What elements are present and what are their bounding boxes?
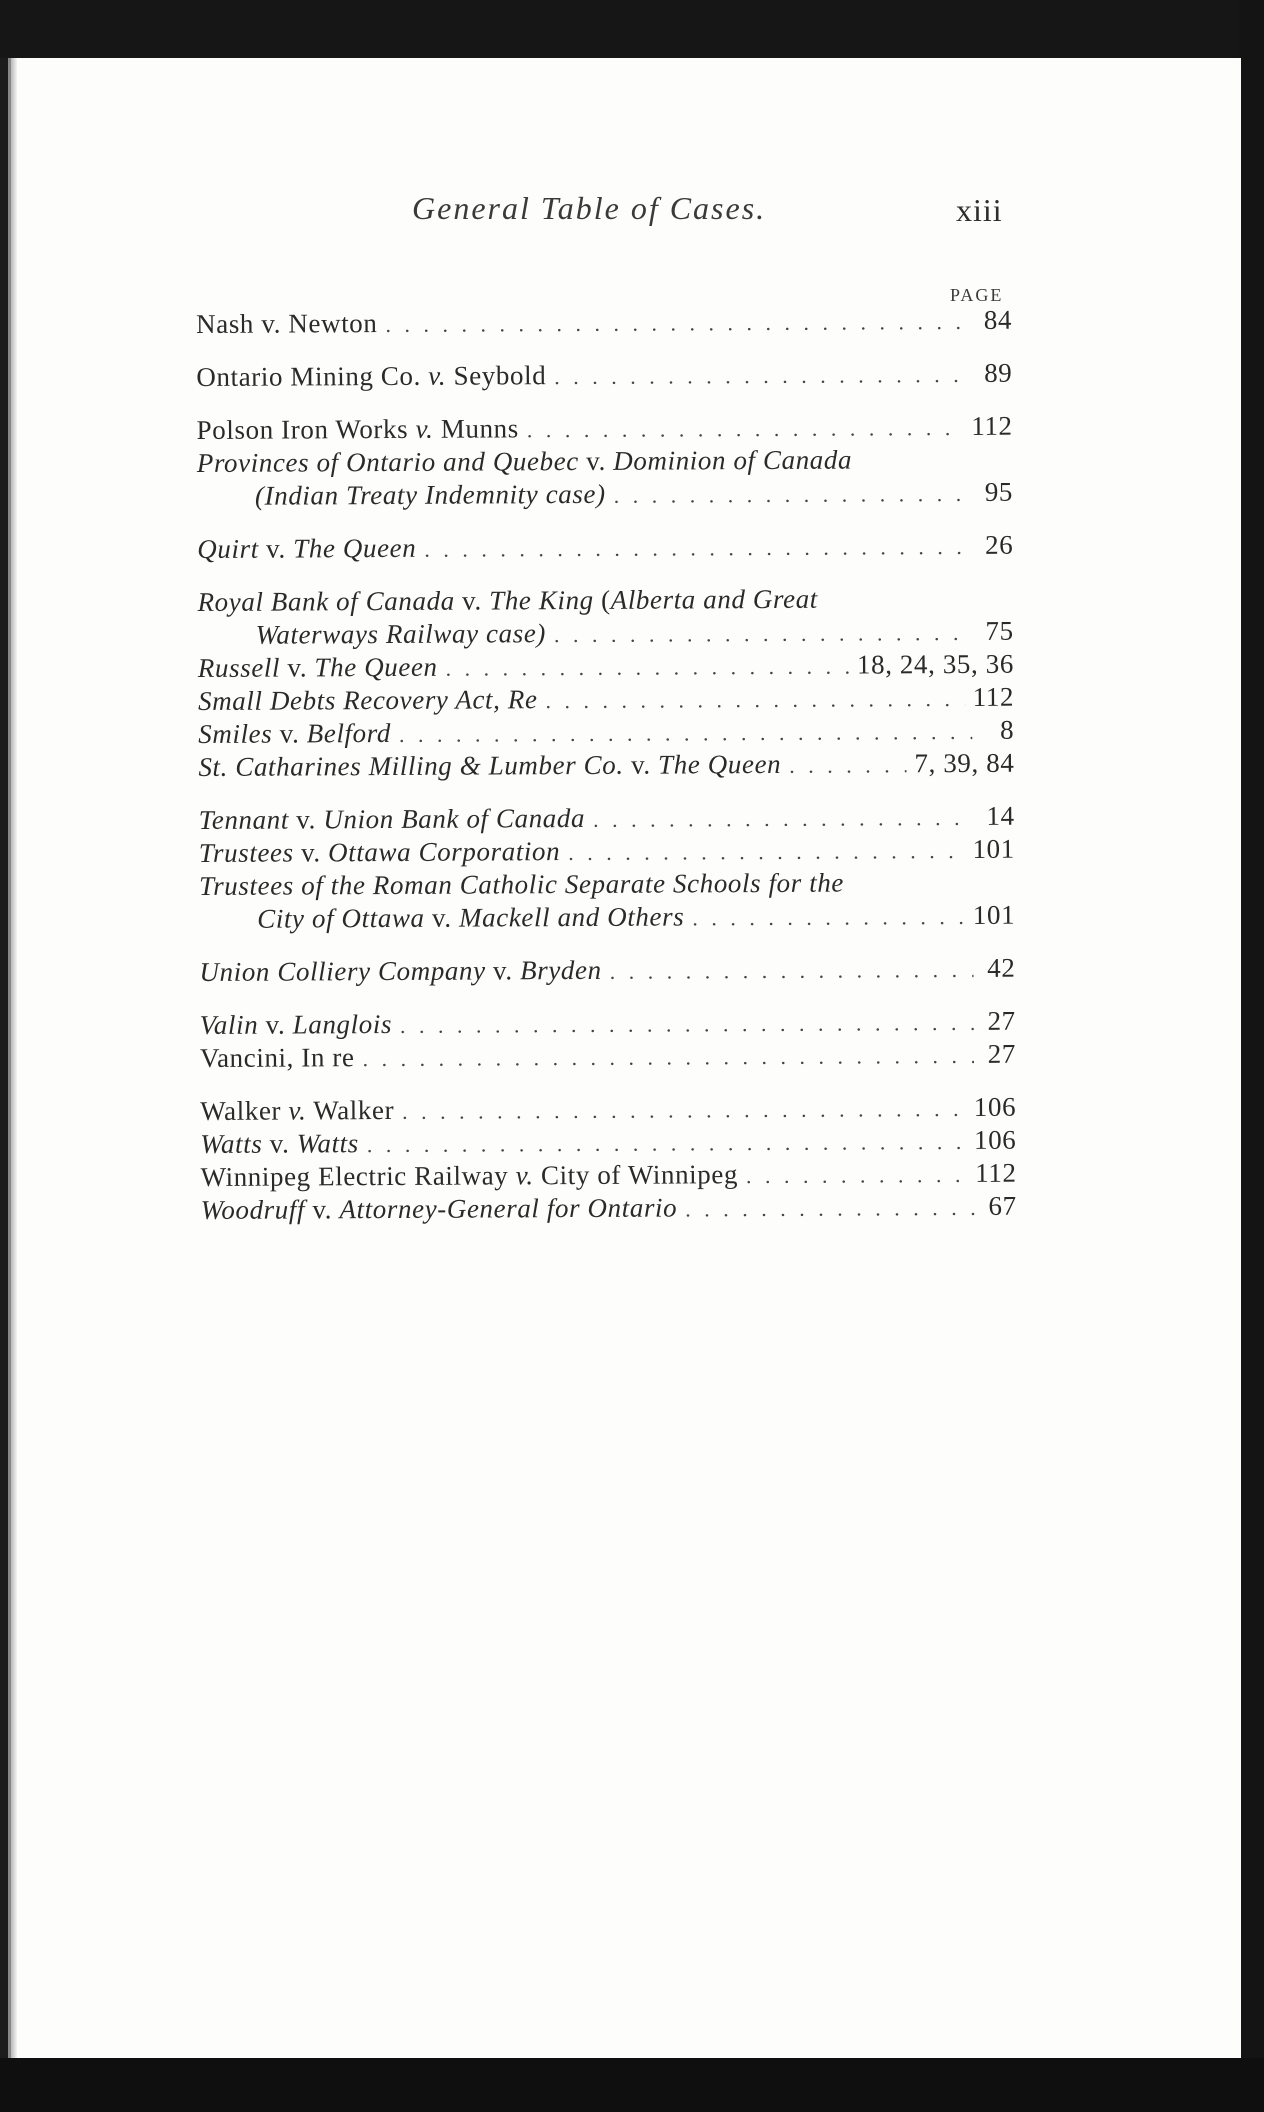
case-title <box>200 1041 355 1075</box>
case-title-roman-run: Winnipeg Electric Railway <box>200 1160 516 1192</box>
case-title-line <box>200 1157 1016 1194</box>
case-title-continuation <box>199 899 1015 936</box>
case-title-italic-run: Provinces of Ontario and Quebec <box>196 445 579 478</box>
case-title-line <box>199 866 1015 903</box>
case-title-line <box>200 1038 1016 1075</box>
case-title <box>198 651 438 685</box>
case-page-reference: 101 <box>972 899 1016 930</box>
dot-leader <box>362 1039 974 1075</box>
case-title-line <box>200 1005 1016 1042</box>
case-title-italic-run: The Queen <box>314 651 438 683</box>
case-title-italic-run: Ottawa Corporation <box>328 836 561 868</box>
case-title-italic-run: Valin <box>199 1009 259 1040</box>
case-title <box>199 867 844 903</box>
case-entry <box>199 952 1015 989</box>
case-title-line <box>200 1124 1016 1161</box>
page-column-label: PAGE <box>950 285 1004 305</box>
case-title <box>198 683 538 718</box>
case-title-roman-run: ( <box>593 584 611 615</box>
case-title-roman-run: v. <box>293 837 329 868</box>
case-title <box>255 478 606 513</box>
case-title <box>198 748 781 784</box>
case-title <box>199 802 586 837</box>
case-title <box>257 900 684 935</box>
case-group <box>197 582 1014 784</box>
case-title-italic-run: Trustees of the Roman Catholic Separate Schools for the <box>198 867 845 901</box>
case-entry <box>198 648 1014 685</box>
case-entry <box>197 443 1013 513</box>
case-title-continuation <box>198 615 1014 652</box>
case-title <box>200 1094 394 1128</box>
case-entry <box>200 1005 1016 1042</box>
case-entry <box>200 1038 1016 1075</box>
case-title-italic-run: The Queen <box>658 748 782 780</box>
case-title-italic-run: v. <box>415 413 434 444</box>
dot-leader <box>685 1191 975 1226</box>
case-title-roman-run: v. <box>623 749 659 780</box>
case-title-roman-run: v. <box>272 718 307 749</box>
case-group <box>199 800 1016 936</box>
case-title-italic-run: The Queen <box>293 532 417 564</box>
case-group <box>197 529 1013 566</box>
running-title: General Table of Cases. <box>412 190 767 226</box>
case-title <box>198 717 391 751</box>
case-title-roman-run: v. <box>262 1128 297 1159</box>
case-title-line <box>196 304 1012 341</box>
case-group <box>199 952 1015 989</box>
case-title-italic-run: Waterways Railway case) <box>255 618 547 650</box>
dot-leader <box>367 1125 966 1161</box>
scan-border-bottom <box>0 2058 1264 2112</box>
case-title-roman-run: v. <box>485 955 521 986</box>
case-entry <box>198 747 1014 784</box>
case-title-line <box>197 443 1013 480</box>
case-title-line <box>197 410 1013 447</box>
case-title-italic-run: Union Colliery Company <box>199 955 486 987</box>
case-title-italic-run: Quirt <box>197 533 259 564</box>
case-group <box>200 1091 1017 1227</box>
case-title-italic-run: Attorney-General for Ontario <box>339 1192 678 1225</box>
dot-leader <box>385 305 970 341</box>
case-title-italic-run: Bryden <box>519 954 602 986</box>
case-title-italic-run: Mackell and Others <box>458 901 685 933</box>
dot-leader <box>568 834 965 869</box>
page-gutter-shadow <box>11 58 17 2058</box>
case-title-line <box>198 648 1014 685</box>
case-title-italic-run: Alberta and Great <box>610 583 818 615</box>
case-title-italic-run: Tennant <box>198 804 289 835</box>
case-title-roman-run: Ontario Mining Co. <box>196 360 429 392</box>
case-title-italic-run: (Indian Treaty Indemnity case) <box>254 478 606 511</box>
case-page-reference: 27 <box>987 1005 1016 1036</box>
case-title-line <box>199 952 1015 989</box>
case-title-italic-run: Watts <box>200 1128 263 1159</box>
case-entry <box>200 1091 1016 1128</box>
case-title-continuation <box>197 476 1013 513</box>
case-title <box>196 359 546 394</box>
case-title-italic-run: Woodruff <box>200 1194 306 1225</box>
case-page-reference: 112 <box>972 681 1015 712</box>
dot-leader <box>746 1158 967 1192</box>
case-entry <box>198 681 1014 718</box>
dot-leader <box>399 715 972 751</box>
case-title <box>256 617 546 652</box>
case-title-italic-run: Belford <box>306 717 391 749</box>
case-page-reference: 101 <box>972 833 1015 864</box>
case-title-line <box>197 529 1013 566</box>
case-entry <box>199 866 1015 936</box>
case-title-roman-run: v. <box>578 445 614 476</box>
case-page-reference: 42 <box>987 952 1016 983</box>
dot-leader <box>545 682 964 717</box>
case-entry <box>196 304 1012 341</box>
dot-leader <box>554 358 970 393</box>
case-title <box>200 1127 359 1161</box>
case-page-reference: 112 <box>971 410 1013 441</box>
dot-leader <box>446 650 850 685</box>
case-title <box>199 954 601 989</box>
case-title-roman-run: v. <box>258 533 294 564</box>
case-title <box>197 444 852 480</box>
case-page-reference: 18, 24, 35, 36 <box>856 648 1014 680</box>
case-title-line <box>197 582 1013 619</box>
case-title-roman-run: Walker <box>306 1094 395 1126</box>
case-page-reference: 75 <box>985 615 1014 646</box>
case-title-roman-run: v. <box>288 804 324 835</box>
case-title-roman-run: Seybold <box>446 360 547 391</box>
case-entry <box>196 357 1012 394</box>
case-title <box>199 835 560 870</box>
case-page-reference: 7, 39, 84 <box>914 747 1015 779</box>
dot-leader <box>614 477 971 512</box>
case-title-italic-run: v. <box>515 1160 534 1191</box>
case-title <box>201 1191 678 1226</box>
case-title-roman-run: Munns <box>433 413 519 444</box>
dot-leader <box>402 1092 966 1128</box>
table-of-cases <box>196 304 1017 1247</box>
case-title-line <box>198 714 1014 751</box>
case-title-line <box>200 1091 1016 1128</box>
case-page-reference: 84 <box>983 304 1013 335</box>
case-entry <box>201 1190 1017 1227</box>
case-title-roman-run: Vancini, In re <box>199 1042 355 1073</box>
case-title-line <box>199 800 1015 837</box>
case-title-line <box>198 681 1014 718</box>
case-title-italic-run: Langlois <box>292 1008 393 1040</box>
case-page-reference: 14 <box>986 800 1015 831</box>
case-title-italic-run: Russell <box>197 652 281 683</box>
case-title-line <box>198 747 1014 784</box>
case-group <box>197 410 1014 513</box>
dot-leader <box>554 616 972 651</box>
case-title <box>200 1158 738 1194</box>
dot-leader <box>527 411 964 446</box>
case-title-roman-run: v. <box>424 902 460 933</box>
case-entry <box>200 1157 1016 1194</box>
dot-leader <box>789 748 906 782</box>
case-title-roman-run: Walker <box>200 1095 289 1126</box>
case-title <box>197 583 817 619</box>
dot-leader <box>610 953 974 988</box>
case-title-italic-run: Dominion of Canada <box>613 444 853 476</box>
case-entry <box>197 582 1013 652</box>
case-title-italic-run: City of Ottawa <box>257 902 425 934</box>
dot-leader <box>400 1006 974 1042</box>
case-title-italic-run: St. Catharines Milling & Lumber Co. <box>198 749 624 782</box>
case-group <box>200 1005 1016 1075</box>
case-page-reference: 67 <box>988 1190 1017 1221</box>
case-title-roman-run: Nash v. Newton <box>196 308 378 339</box>
dot-leader <box>692 900 965 934</box>
case-page-reference: 27 <box>987 1038 1016 1069</box>
scan-border-top <box>0 0 1264 58</box>
dot-leader <box>424 530 971 566</box>
case-group <box>196 304 1012 341</box>
page-number: xiii <box>956 192 1003 228</box>
case-entry <box>199 833 1015 870</box>
case-title-italic-run: Watts <box>296 1128 359 1159</box>
case-title-roman-run: City of Winnipeg <box>533 1159 739 1191</box>
case-entry <box>197 529 1013 566</box>
scan-border-right <box>1238 0 1264 2112</box>
case-title-italic-run: Royal Bank of Canada <box>197 585 455 617</box>
case-title-line <box>201 1190 1017 1227</box>
case-title-italic-run: Trustees <box>198 837 294 868</box>
case-page-reference: 95 <box>984 476 1014 507</box>
case-entry <box>200 1124 1016 1161</box>
case-title-line <box>196 357 1012 394</box>
case-title-roman-run: v. <box>258 1009 293 1040</box>
case-entry <box>199 800 1015 837</box>
case-title <box>197 532 416 566</box>
case-page-reference: 112 <box>975 1157 1017 1188</box>
case-page-reference: 26 <box>984 529 1014 560</box>
case-entry <box>197 410 1013 447</box>
case-title-italic-run: v. <box>288 1095 307 1126</box>
case-title-italic-run: The King <box>489 584 594 616</box>
case-title-italic-run: Smiles <box>198 718 273 749</box>
case-title-italic-run: Small Debts Recovery Act, Re <box>197 684 538 716</box>
case-page-reference: 89 <box>984 357 1013 388</box>
case-page-reference: 106 <box>973 1124 1017 1155</box>
dot-leader <box>593 801 973 836</box>
case-title-roman-run: Polson Iron Works <box>196 413 416 445</box>
case-title-roman-run: v. <box>304 1194 340 1225</box>
case-title <box>196 307 378 341</box>
case-group <box>196 357 1012 394</box>
case-page-reference: 106 <box>973 1091 1017 1122</box>
case-title-roman-run: v. <box>454 585 490 616</box>
case-page-reference: 8 <box>1000 714 1015 745</box>
case-title-roman-run: v. <box>280 652 315 683</box>
case-title-italic-run: Union Bank of Canada <box>323 802 586 835</box>
case-title-italic-run: v. <box>428 360 447 391</box>
case-title <box>197 412 519 447</box>
case-title <box>200 1008 392 1042</box>
case-title-line <box>199 833 1015 870</box>
case-entry <box>198 714 1014 751</box>
